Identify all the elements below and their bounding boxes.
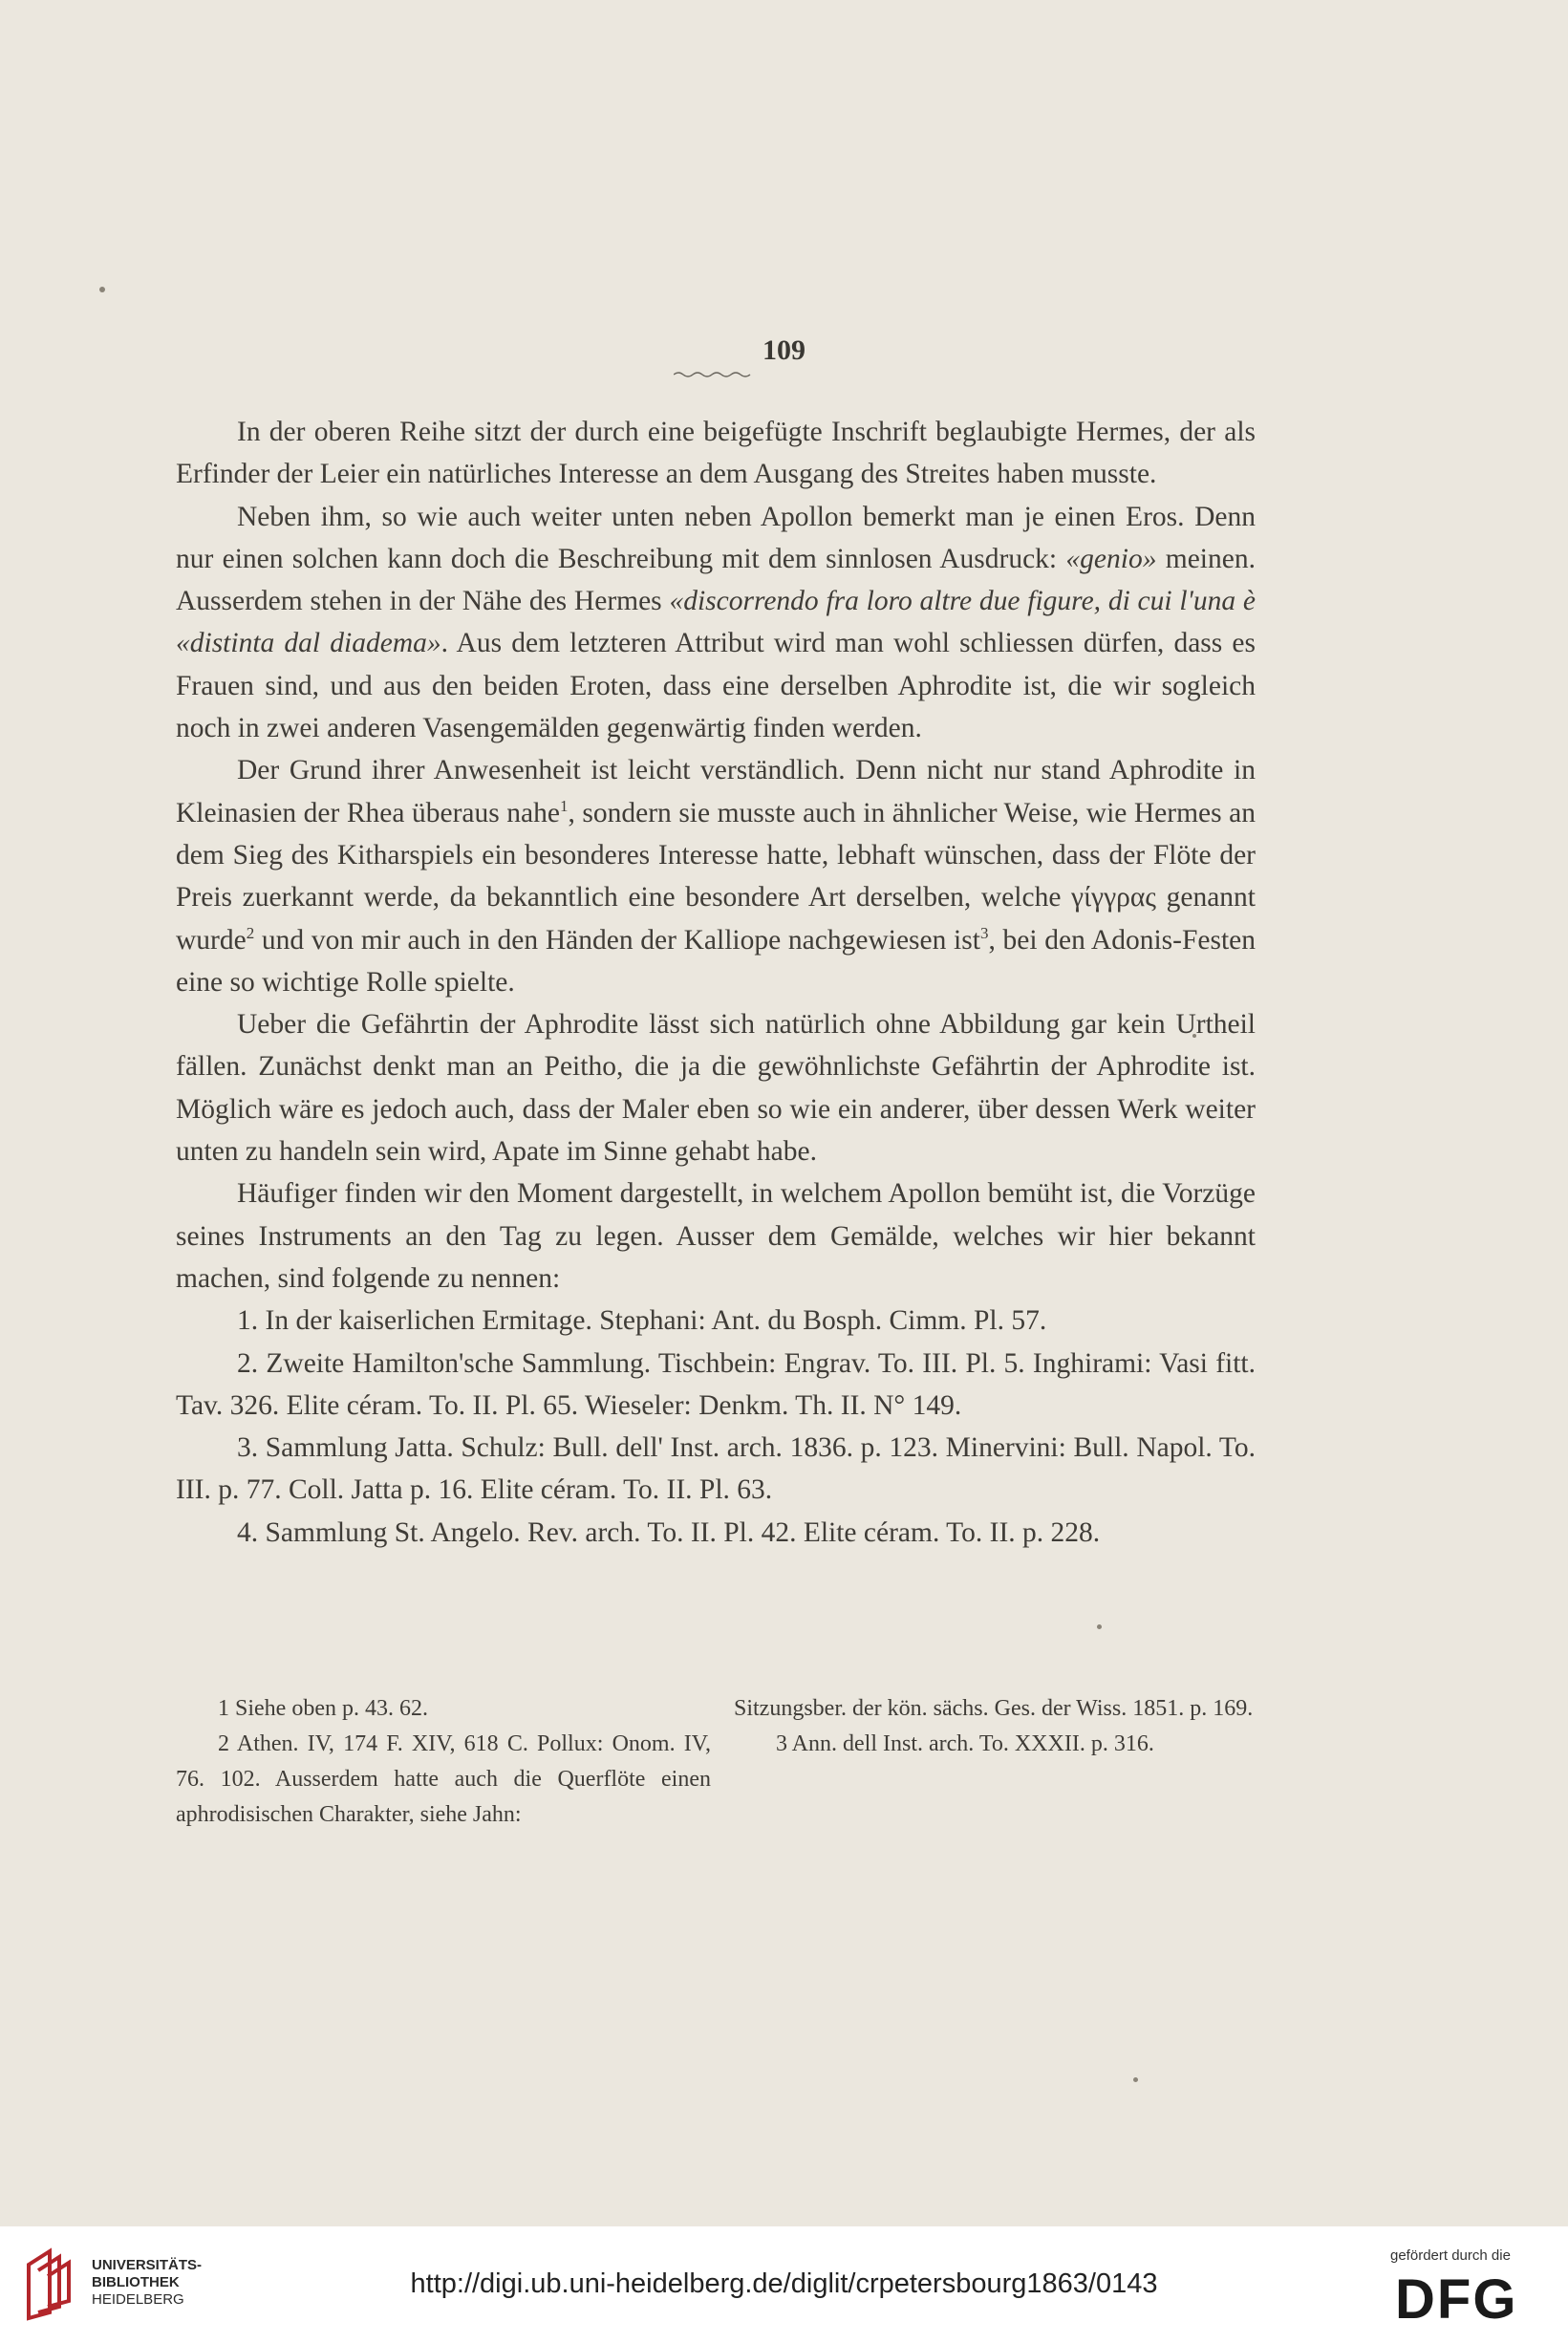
paragraph: In der oberen Reihe sitzt der durch eine beigefügte Inschrift beglaubigte Hermes, der als Erfinder der Leier ein natürliches Interesse an dem Ausgang des Streites haben musste.: [176, 417, 1256, 490]
italic-quote: «genio»: [1065, 543, 1157, 574]
list-item: 4. Sammlung St. Angelo. Rev. arch. To. II. Pl. 42. Elite céram. To. II. p. 228.: [237, 1516, 1101, 1548]
viewer-footer: [0, 2226, 1568, 2343]
text-run: meinen. Ausserdem stehen in der Nähe des Hermes: [176, 543, 1256, 617]
page-number: 109: [763, 334, 805, 366]
paragraph: Häufiger finden wir den Moment dargestellt, in welchem Apollon bemüht ist, die Vorzüge seines Instruments an den Tag zu legen. Ausser dem Gemälde, welches wir hier bekannt machen, sind folgende zu nennen:: [176, 1178, 1256, 1294]
library-name-line: BIBLIOTHEK: [92, 2274, 180, 2290]
paragraph: [176, 496, 1256, 750]
body-text: [176, 411, 1256, 1554]
footnote-ref: 2: [246, 923, 255, 942]
text-run: , sondern sie musste auch in ähnlicher Weise, wie Hermes an dem Sieg des Kitharspiels ein besonderes Interesse hatte, lebhaft wünschen, dass der Flöte der Preis zuerkannt werde, da bekanntlich eine besondere Art derselben, welche γίγγρας genannt wurde: [176, 797, 1256, 956]
list-item: 3. Sammlung Jatta. Schulz: Bull. dell' Inst. arch. 1836. p. 123. Minervini: Bull. Napol. To. III. p. 77. Coll. Jatta p. 16. Elite céram. To. II. Pl. 63.: [176, 1432, 1256, 1506]
footnote-ref: 3: [979, 923, 989, 942]
footnote-2: 2 Athen. IV, 174 F. XIV, 618 C. Pollux: Onom. IV, 76. 102. Ausserdem hatte auch die Querflöte einen aphrodisischen Charakter, siehe Jahn:: [176, 1731, 711, 1827]
paragraph: Ueber die Gefährtin der Aphrodite lässt sich natürlich ohne Abbildung gar kein Urtheil fällen. Zunächst denkt man an Peitho, die ja die gewöhnlichste Gefährtin der Aphrodite ist. Möglich wäre es jedoch auch, dass der Maler eben so wie ein anderer, über dessen Werk weiter unten zu handeln sein wird, Apate im Sinne gehabt habe.: [176, 1009, 1256, 1168]
permalink-url[interactable]: http://digi.ub.uni-heidelberg.de/diglit/crpetersbourg1863/0143: [410, 2268, 1158, 2299]
funding-caption: gefördert durch die: [1390, 2247, 1511, 2264]
scan-speck: [99, 287, 105, 292]
library-name-line: UNIVERSITÄTS-: [92, 2257, 203, 2273]
dfg-logo[interactable]: DFG: [1395, 2268, 1518, 2331]
footnotes-left-column: [176, 1691, 711, 1833]
italic-quote: «discorrendo fra loro altre due figure, di cui l'una è «distinta dal diadema»: [176, 586, 1256, 659]
text-run: und von mir auch in den Händen der Kalliope nachgewiesen ist: [254, 924, 980, 956]
text-run: Der Grund ihrer Anwesenheit ist leicht verständlich. Denn nicht nur stand Aphrodite in Kleinasien der Rhea überaus nahe: [176, 755, 1256, 828]
text-run: Neben ihm, so wie auch weiter unten neben Apollon bemerkt man je einen Eros. Denn nur einen solchen kann doch die Beschreibung mit dem sinnlosen Ausdruck:: [176, 501, 1256, 574]
ornament-squiggle-icon: [674, 371, 752, 378]
list-item: 2. Zweite Hamilton'sche Sammlung. Tischbein: Engrav. To. III. Pl. 5. Inghirami: Vasi fitt. Tav. 326. Elite céram. To. II. Pl. 65. Wieseler: Denkm. Th. II. N° 149.: [176, 1347, 1256, 1421]
list-item: 1. In der kaiserlichen Ermitage. Stephani: Ant. du Bosph. Cimm. Pl. 57.: [237, 1305, 1047, 1337]
library-name-line: HEIDELBERG: [92, 2291, 184, 2308]
text-run: , bei den Adonis-Festen eine so wichtige Rolle spielte.: [176, 924, 1256, 998]
footnote-1: 1 Siehe oben p. 43. 62.: [218, 1696, 428, 1721]
paragraph: [176, 749, 1256, 1003]
footnotes-right-column: [734, 1691, 1256, 1762]
footnote-2-continued: Sitzungsber. der kön. sächs. Ges. der Wiss. 1851. p. 169.: [734, 1696, 1254, 1721]
text-run: . Aus dem letzteren Attribut wird man wohl schliessen dürfen, dass es Frauen sind, und aus den beiden Eroten, dass eine derselben Aphrodite ist, die wir sogleich noch in zwei anderen Vasengemälden gegenwärtig finden werden.: [176, 628, 1256, 744]
footnote-3: 3 Ann. dell Inst. arch. To. XXXII. p. 316.: [776, 1731, 1154, 1756]
scan-speck: [1133, 2077, 1138, 2082]
footnote-ref: 1: [559, 796, 569, 815]
scan-speck: [1097, 1624, 1102, 1629]
